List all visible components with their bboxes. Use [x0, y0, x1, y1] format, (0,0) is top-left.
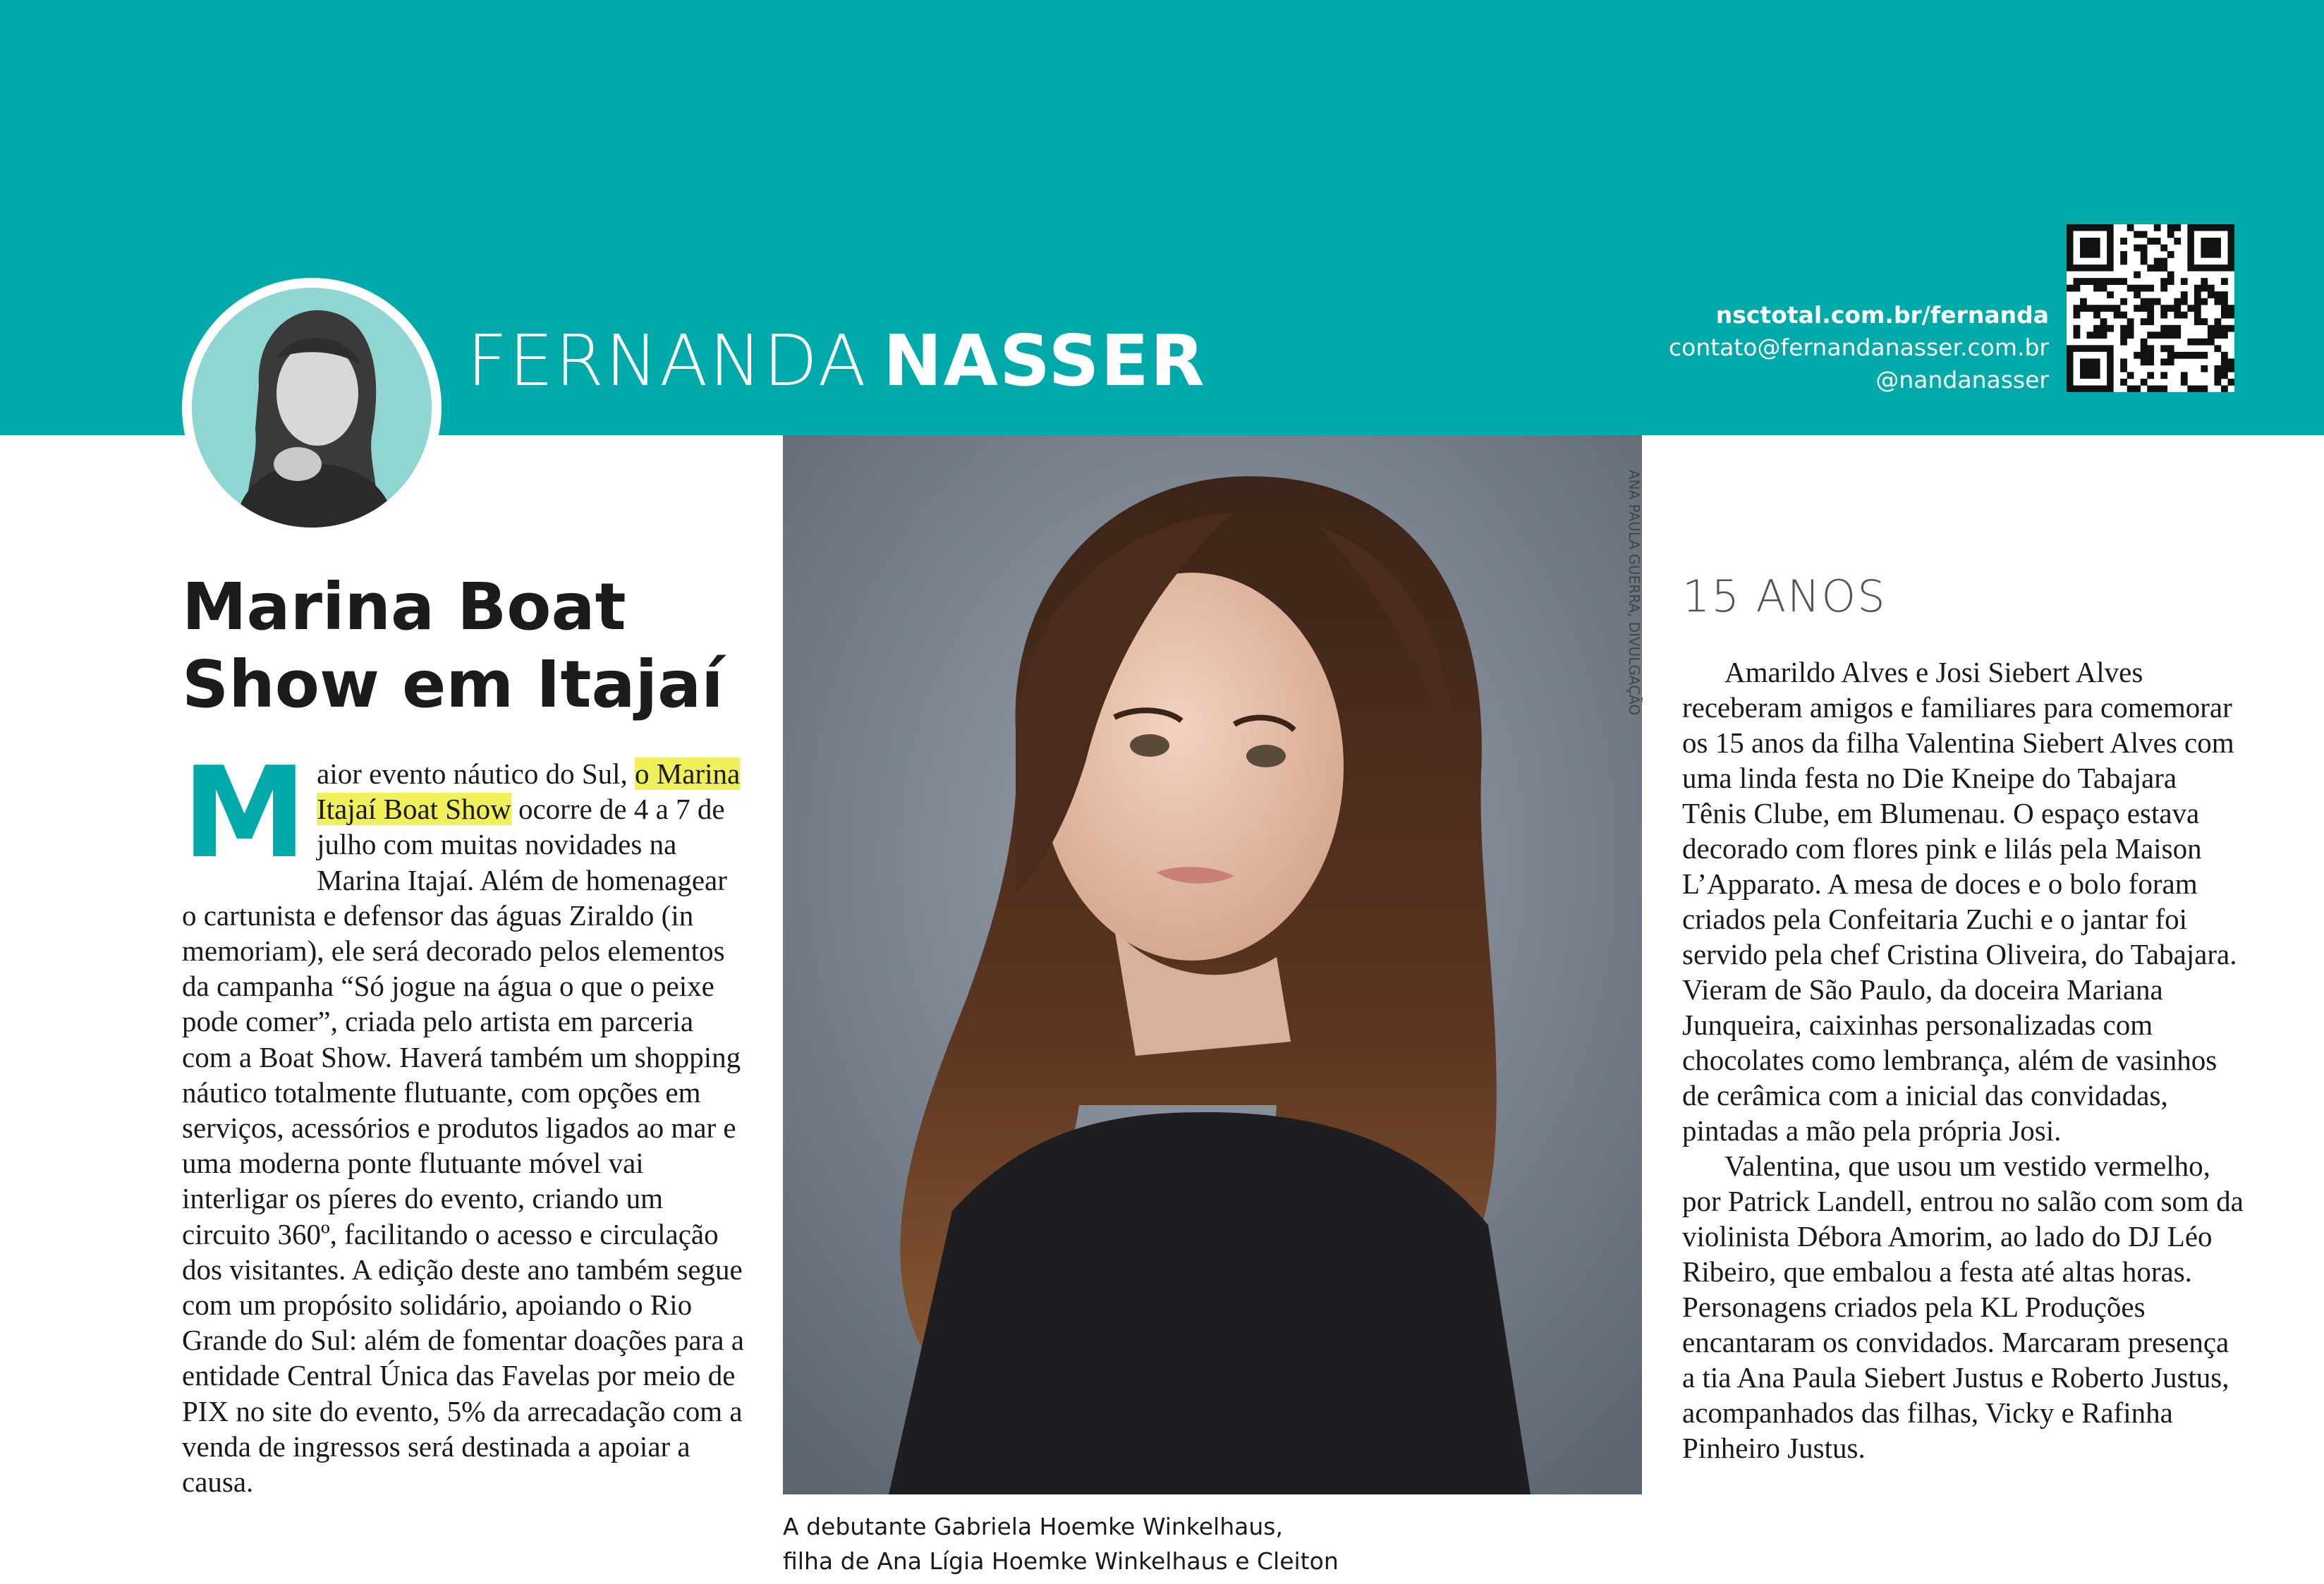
- headline-part: em Itajaí: [379, 647, 724, 722]
- photo-credit: [1626, 470, 1643, 716]
- article-text: ocorre de 4 a 7 de julho com muitas novidades na Marina Itajaí. Além de homenagear o cartunista e defensor das águas Ziraldo (in memoriam), ele será decorado pelos elementos da campanha “Só jogue na água o que o peixe pode comer”, criada pelo artista em parceria com a Boat Show. Haverá também um shopping náutico totalmente flutuante, com opções em serviços, acessórios e produtos ligados ao mar e uma moderna ponte flutuante móvel vai interligar os píeres do evento, criando um circuito 360º, facilitando o acesso e circulação dos visitantes. A edição deste ano também segue com um propósito solidário, apoiando o Rio Grande do Sul: além de fomentar doações para a entidade Central Única das Favelas por meio de PIX no site do evento, 5% da arrecadação com a venda de ingressos será destinada a apoiar a causa.: [182, 793, 744, 1499]
- caption-line: filha de Ana Lígia Hoemke Winkelhaus e Cleiton: [783, 1547, 1339, 1575]
- headline-bold: Show: [182, 647, 379, 722]
- website-link[interactable]: nsctotal.com.br/fernanda: [1715, 301, 2049, 329]
- photo-credit-text: ANA PAULA GUERRA, DIVULGAÇÃO: [1626, 470, 1643, 716]
- headline-part: Marina: [182, 569, 458, 645]
- side-paragraph: Amarildo Alves e Josi Siebert Alves receberam amigos e familiares para comemorar os 15 anos da filha Valentina Siebert Alves com uma linda festa no Die Kneipe do Tabajara Tênis Clube, em Blumenau. O espaço estava decorado com flores pink e lilás pela Maison L’Apparato. A mesa de doces e o bolo foram criados pela Confeitaria Zuchi e o jantar foi servido pela chef Cristina Oliveira, do Tabajara. Vieram de São Paulo, da doceira Mariana Junqueira, caixinhas personalizadas com chocolates como lembrança, além de vasinhos de cerâmica com a inicial das convidadas, pintadas a mão pela própria Josi.: [1682, 656, 2237, 1147]
- article-text: aior evento náutico do Sul,: [317, 757, 635, 790]
- columnist-name: [467, 319, 1206, 403]
- email-link[interactable]: contato@fernandanasser.com.br: [1668, 334, 2049, 361]
- social-handle[interactable]: @nandanasser: [1875, 366, 2049, 394]
- columnist-last-name: NASSER: [882, 319, 1206, 402]
- caption-line: A debutante Gabriela Hoemke Winkelhaus,: [783, 1513, 1283, 1540]
- article-body: [182, 740, 746, 1499]
- columnist-avatar: [182, 278, 442, 537]
- side-paragraph: Valentina, que usou um vestido vermelho, por Patrick Landell, entrou no salão com som da violinista Débora Amorim, ao lado do DJ Léo Ribeiro, que embalou a festa até altas horas. Personagens criados pela KL Produções encantaram os convidados. Marcaram presença a tia Ana Paula Siebert Justus e Roberto Justus, acompanhados das filhas, Vicky e Rafinha Pinheiro Justus.: [1682, 1150, 2244, 1464]
- qr-code-icon[interactable]: [2067, 224, 2234, 392]
- photo-caption: [783, 1509, 1650, 1578]
- columnist-first-name: FERNANDA: [467, 319, 868, 402]
- contact-info: [1669, 299, 2049, 396]
- headline-bold: Boat: [457, 569, 626, 645]
- article-headline: [182, 568, 817, 724]
- debutante-photo: [783, 435, 1642, 1494]
- drop-cap: M: [182, 740, 308, 886]
- side-section-title: 15 ANOS: [1682, 571, 1887, 622]
- side-article-body: [1682, 654, 2246, 1466]
- highlighted-text: o Marina Itajaí Boat Show: [317, 757, 741, 826]
